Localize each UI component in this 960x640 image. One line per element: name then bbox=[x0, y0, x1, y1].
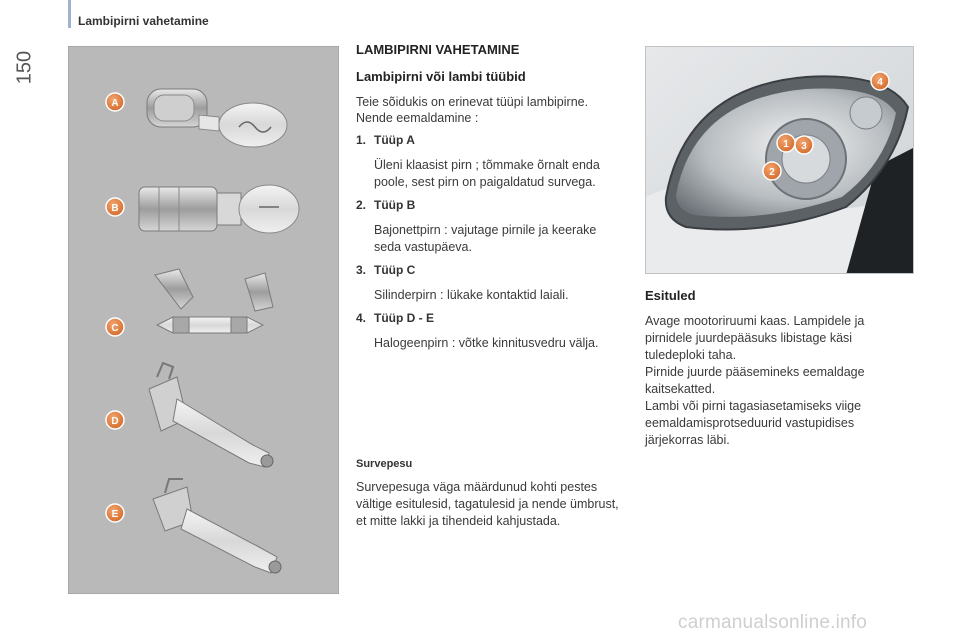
item-title bbox=[356, 133, 626, 147]
badge-e bbox=[106, 504, 124, 522]
badge-4-text: 4 bbox=[877, 77, 883, 88]
item-title-text: Tüüp D - E bbox=[374, 311, 434, 325]
bulb-d-illustration bbox=[149, 363, 273, 467]
headlamp-photo bbox=[645, 46, 914, 274]
headlamps-section bbox=[645, 288, 915, 449]
item-body: Halogeenpirn : võtke kinnitusvedru välja. bbox=[374, 336, 599, 350]
item-body: Üleni klaasist pirn ; tõmmake õrnalt enda poole, sest pirn on paigaldatud survega. bbox=[374, 158, 600, 189]
badge-3-text: 3 bbox=[801, 141, 807, 152]
item-body: Silinderpirn : lükake kontaktid laiali. bbox=[374, 288, 569, 302]
note-title: Survepesu bbox=[356, 458, 413, 470]
bulb-illustration-svg bbox=[69, 47, 340, 595]
badge-2 bbox=[763, 162, 781, 180]
intro-text: Teie sõidukis on erinevat tüüpi lambipirne. Nende eemaldamine : bbox=[356, 95, 589, 125]
item-body: Bajonettpirn : vajutage pirnile ja keerake seda vastupäeva. bbox=[374, 223, 597, 254]
item-number: 3. bbox=[356, 263, 367, 277]
badge-d-text: D bbox=[111, 416, 119, 427]
section-subtitle: Lambipirni või lambi tüübid bbox=[356, 69, 526, 84]
badge-3 bbox=[795, 136, 813, 154]
badge-c-text: C bbox=[111, 323, 119, 334]
bulb-a-illustration bbox=[147, 89, 287, 147]
bulb-type-item bbox=[356, 133, 626, 191]
headlamps-title: Esituled bbox=[645, 288, 696, 303]
badge-4 bbox=[871, 72, 889, 90]
bulb-types-illustration bbox=[68, 46, 339, 594]
badge-c bbox=[106, 318, 124, 336]
item-title-text: Tüüp B bbox=[374, 198, 416, 212]
badge-e-text: E bbox=[111, 509, 119, 520]
badge-1 bbox=[777, 134, 795, 152]
bulb-type-item bbox=[356, 263, 626, 304]
headlamps-paragraph: Lambi või pirni tagasiasetamiseks viige eemaldamisprotseduurid vastupidises järjekorras läbi. bbox=[645, 399, 862, 447]
badge-d bbox=[106, 411, 124, 429]
item-number: 2. bbox=[356, 198, 367, 212]
item-number: 4. bbox=[356, 311, 367, 325]
section-header: Lambipirni vahetamine bbox=[78, 14, 209, 28]
pressure-washing-note bbox=[356, 458, 626, 530]
note-body: Survepesuga väga määrdunud kohti pestes vältige esitulesid, tagatulesid ja nende ümbrust, et mitte lakki ja tihendeid kahjustada. bbox=[356, 480, 619, 528]
item-title-text: Tüüp A bbox=[374, 133, 415, 147]
item-title bbox=[356, 311, 626, 325]
bulb-b-illustration bbox=[139, 185, 299, 233]
headlamp-photo-svg bbox=[646, 47, 914, 274]
headlamps-paragraph: Avage mootoriruumi kaas. Lampidele ja pirnidele juurdepääsuks libistage käsi tuledeploki taha. bbox=[645, 314, 865, 362]
badge-a-text: A bbox=[111, 98, 119, 109]
bulb-e-illustration bbox=[153, 479, 281, 573]
item-title bbox=[356, 198, 626, 212]
bulb-types-section bbox=[356, 42, 626, 352]
badge-2-text: 2 bbox=[769, 167, 775, 178]
bulb-type-item bbox=[356, 311, 626, 352]
item-number: 1. bbox=[356, 133, 367, 147]
page-number bbox=[10, 48, 40, 85]
badge-b bbox=[106, 198, 124, 216]
bulb-c-illustration bbox=[155, 269, 273, 333]
badge-1-text: 1 bbox=[783, 139, 789, 150]
page-number-text: 150 bbox=[13, 50, 36, 85]
page-title: LAMBIPIRNI VAHETAMINE bbox=[356, 42, 520, 57]
watermark: carmanualsonline.info bbox=[678, 612, 868, 633]
headlamps-paragraph: Pirnide juurde pääsemineks eemaldage kaitsekatted. bbox=[645, 365, 865, 396]
item-title bbox=[356, 263, 626, 277]
accent-bar bbox=[68, 0, 71, 28]
bulb-type-item bbox=[356, 198, 626, 256]
badge-b-text: B bbox=[111, 203, 119, 214]
badge-a bbox=[106, 93, 124, 111]
item-title-text: Tüüp C bbox=[374, 263, 416, 277]
